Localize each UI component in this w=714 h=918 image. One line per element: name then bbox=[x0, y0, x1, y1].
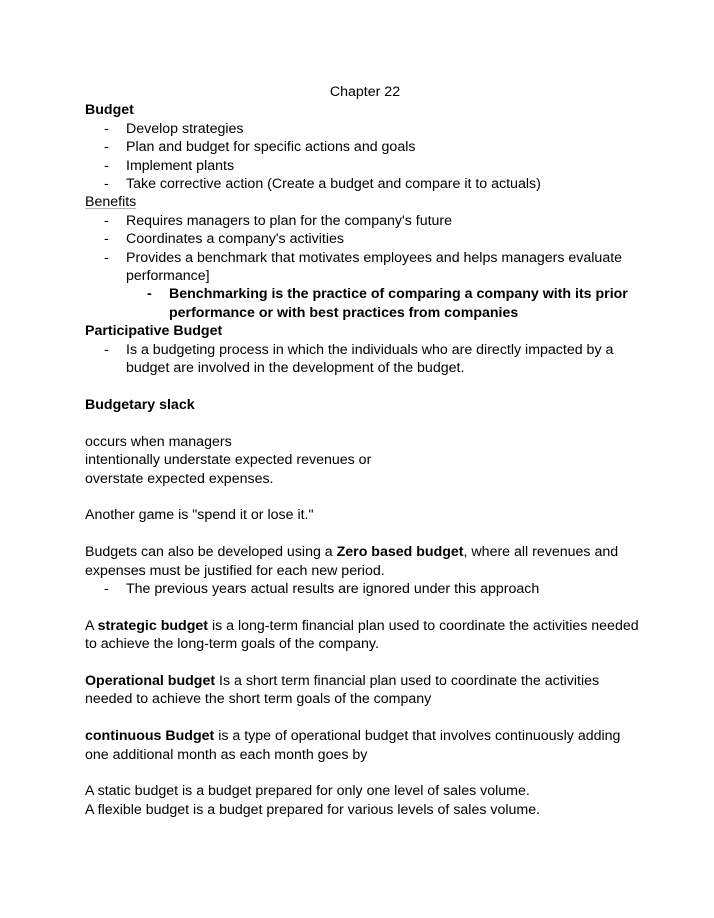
flexible-budget-text: A flexible budget is a budget prepared for various levels of sales volume. bbox=[85, 801, 541, 818]
strategic-term: strategic budget bbox=[97, 617, 208, 634]
list-item: - Is a budgeting process in which the individuals who are directly impacted by a budget are involved in the development of the budget. bbox=[104, 341, 614, 377]
operational-paragraph: Operational budget Is a short term financial plan used to coordinate the activities needed to achieve the short term goals of the company bbox=[85, 672, 600, 708]
bullet: - bbox=[104, 120, 109, 137]
static-budget-text: A static budget is a budget prepared for only one level of sales volume. bbox=[85, 783, 530, 800]
list-item: - The previous years actual results are ignored under this approach bbox=[104, 580, 540, 597]
slack-line: overstate expected expenses. bbox=[85, 470, 274, 487]
benefits-heading: Benefits bbox=[85, 194, 137, 211]
budget-list bbox=[85, 120, 645, 194]
bullet: - bbox=[104, 176, 109, 193]
operational-term: Operational budget bbox=[85, 672, 216, 689]
slack-heading: Budgetary slack bbox=[85, 396, 195, 413]
list-item: - Take corrective action (Create a budget and compare it to actuals) bbox=[104, 176, 541, 193]
benefits-list bbox=[85, 212, 645, 286]
list-item: - Requires managers to plan for the company's future bbox=[104, 212, 453, 229]
slack-line: intentionally understate expected revenues or bbox=[85, 452, 372, 469]
zero-based-paragraph: Budgets can also be developed using a Zero based budget, where all revenues and expenses must be justified for each new period. bbox=[85, 544, 619, 579]
list-item: - Develop strategies bbox=[104, 120, 244, 137]
list-item: - Provides a benchmark that motivates employees and helps managers evaluate performance] bbox=[104, 249, 623, 285]
bullet: - bbox=[104, 157, 109, 174]
bullet: - bbox=[104, 341, 109, 358]
slack-line: occurs when managers bbox=[85, 433, 232, 450]
bullet: - bbox=[104, 212, 109, 229]
chapter-title: Chapter 22 bbox=[329, 84, 401, 100]
participative-list bbox=[85, 341, 645, 378]
list-item: - Benchmarking is the practice of comparing a company with its prior performance or with best practices from companies bbox=[147, 286, 628, 321]
participative-heading: Participative Budget bbox=[85, 323, 223, 340]
zero-based-term: Zero based budget bbox=[336, 544, 464, 561]
bullet: - bbox=[147, 286, 152, 303]
bullet: - bbox=[104, 580, 109, 597]
list-item: - Coordinates a company's activities bbox=[104, 231, 344, 248]
list-item: - Plan and budget for specific actions and goals bbox=[104, 139, 416, 156]
document-page bbox=[85, 83, 645, 819]
bullet: - bbox=[104, 231, 109, 248]
continuous-term: continuous Budget bbox=[85, 728, 215, 745]
bullet: - bbox=[104, 249, 109, 266]
budget-heading: Budget bbox=[85, 102, 134, 119]
benefits-sublist bbox=[85, 285, 645, 322]
game-text: Another game is "spend it or lose it." bbox=[85, 507, 314, 524]
strategic-paragraph: A strategic budget is a long-term financial plan used to coordinate the activities needed to achieve the long-term goals of the company. bbox=[85, 617, 639, 653]
continuous-paragraph: continuous Budget is a type of operational budget that involves continuously adding one additional month as each month goes by bbox=[85, 728, 621, 763]
bullet: - bbox=[104, 139, 109, 156]
zero-based-list bbox=[85, 580, 645, 598]
list-item: - Implement plants bbox=[104, 157, 235, 174]
